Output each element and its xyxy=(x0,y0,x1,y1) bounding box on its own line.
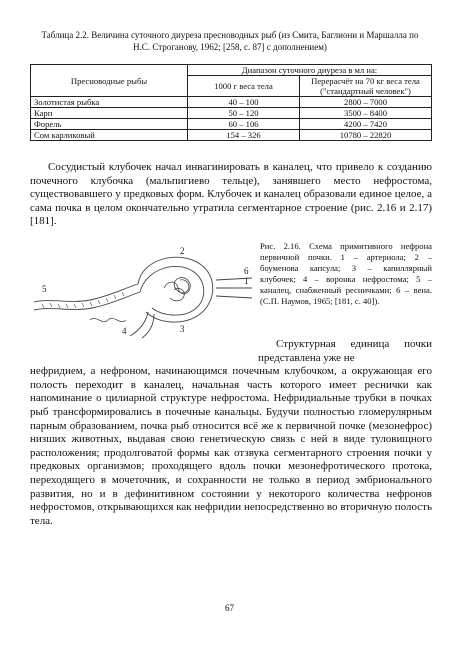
cell-fish: Карп xyxy=(31,108,188,119)
table-row xyxy=(31,130,432,141)
funnel-line xyxy=(142,314,154,338)
cilia-marks xyxy=(42,292,124,308)
figure-label-6: 6 xyxy=(244,266,249,276)
figure-label-1: 1 xyxy=(244,276,249,286)
diuresis-table xyxy=(30,64,432,141)
body-paragraph: Сосудистый клубочек начал инвагинировать в каналец, что привело к созданию почечного клубочка (мальпигиево тельце), занявшего место нефростома, существовавшего у предковых форм. Клубочек и каналец образовали единое целое, а сама почка в целом окончательно утратила сегментарное строение (рис. 2.16 и 2.17) [181]. xyxy=(30,161,432,228)
nephron-diagram xyxy=(30,240,255,340)
wavy-structure xyxy=(90,318,126,321)
figure-label-5: 5 xyxy=(42,284,47,294)
cell-per1000: 50 – 120 xyxy=(188,108,300,119)
cell-per70kg: 4200 – 7420 xyxy=(300,119,432,130)
cell-per1000: 60 – 106 xyxy=(188,119,300,130)
cell-per1000: 154 – 326 xyxy=(188,130,300,141)
paragraph-rest: нефридием, а нефроном, начинающимся почечным клубочком, а окружающая его полость переходит в каналец, начальная часть которого имеет реснички как напоминание о цилиарной структуре нефростома. Нефридиальные трубки в почках рыб трансформировались в почечные канальцы. Будучи полностью гломерулярным парным образованием, почка рыб относится всё же к первичной почке (мезонефрос) низших животных, выдавая свою генетическую связь с ней в виде туловищного расположения; продолговатой формы как отзвука сегментарного строения почки у предковых организмов; проходящего вдоль почки мезонефротического протока, переходящего в мочеточник, и сохранности не только в период эмбрионального развития, но и в дефинитивном состоянии у некоторого количества нефронов нефростомов, открывающихся как нефридии непосредственно во вторичную полость тела. xyxy=(30,365,432,527)
cell-per70kg: 3500 – 8400 xyxy=(300,108,432,119)
header-fish: Пресноводные рыбы xyxy=(31,65,188,97)
header-col1: 1000 г веса тела xyxy=(188,76,300,97)
header-col2: Перерасчёт на 70 кг веса тела ("стандартный человек") xyxy=(300,76,432,97)
figure-label-2: 2 xyxy=(180,246,185,256)
cell-fish: Сом карликовый xyxy=(31,130,188,141)
cell-fish: Золотистая рыбка xyxy=(31,97,188,108)
figure-caption: Рис. 2.16. Схема примитивного нефрона первичной почки. 1 – артериола; 2 – боуменова капсула; 3 – капиллярный клубочек; 4 – воронка нефростома; 5 – каналец, снабженный ресничками; 6 – вена. (С.П. Наумов, 1965; [181, с. 40]). xyxy=(260,241,432,306)
cell-per70kg: 2800 – 7000 xyxy=(300,97,432,108)
table-header-row xyxy=(31,65,432,76)
table-row xyxy=(31,119,432,130)
artery-line xyxy=(216,296,252,298)
cell-per1000: 40 – 100 xyxy=(188,97,300,108)
header-range: Диапазон суточного диуреза в мл на: xyxy=(188,65,432,76)
body-paragraph xyxy=(30,338,432,528)
funnel-line xyxy=(130,312,148,336)
cell-per70kg: 10780 – 22820 xyxy=(300,130,432,141)
capsule-inner xyxy=(140,266,204,315)
table-caption: Таблица 2.2. Величина суточного диуреза пресноводных рыб (из Смита, Баглиони и Маршалла по Н.С. Строганову, 1962; [258, с. 87] с дополнением) xyxy=(41,30,419,52)
paragraph-lead: Структурная единица почки представлена уже не xyxy=(258,338,432,364)
figure-label-3: 3 xyxy=(180,324,185,334)
cell-fish: Форель xyxy=(31,119,188,130)
table-row xyxy=(31,108,432,119)
table-row xyxy=(31,97,432,108)
page-number: 67 xyxy=(225,603,234,613)
glomerulus-loops xyxy=(164,278,190,294)
figure-label-4: 4 xyxy=(122,326,127,336)
